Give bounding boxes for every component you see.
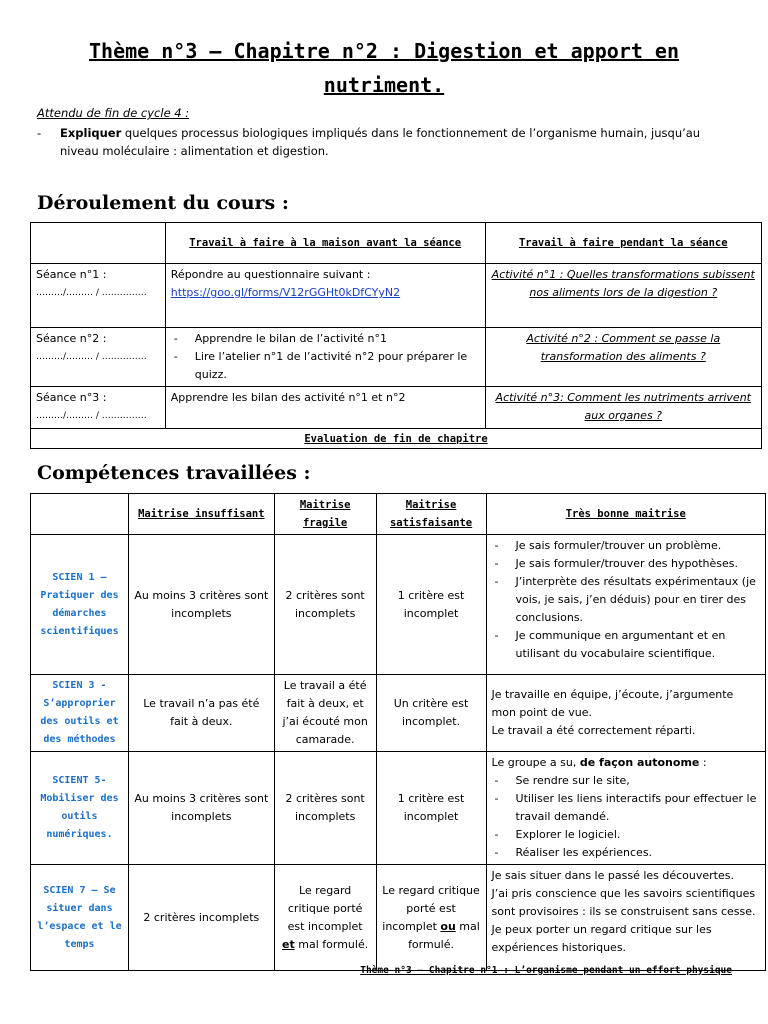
- activity-3: Activité n°3: Comment les nutriments arrivent aux organes ?: [485, 387, 761, 429]
- competence-scien7: SCIEN 7 – Se situer dans l’espace et le temps: [31, 865, 129, 971]
- header-fragile: Maitrise fragile: [274, 494, 376, 535]
- competence-scient5: SCIENT 5- Mobiliser des outils numériques.: [31, 752, 129, 865]
- header-maison: Travail à faire à la maison avant la séance: [165, 223, 485, 264]
- evaluation-row: Evaluation de fin de chapitre: [31, 429, 762, 449]
- header-tres-bonne: Très bonne maitrise: [486, 494, 765, 535]
- attendu-label: Attendu de fin de cycle 4 :: [37, 106, 190, 120]
- competence-scien3: SCIEN 3 - S’approprier des outils et des méthodes: [31, 675, 129, 752]
- page-title: Thème n°3 – Chapitre n°2 : Digestion et apport en nutriment.: [88, 39, 679, 97]
- section-heading-cours: Déroulement du cours :: [37, 192, 289, 214]
- table-row: SCIEN 7 – Se situer dans l’espace et le temps 2 critères incomplets Le regard critique porté est incomplet et mal formulé. Le regard critique porté est incomplet ou mal formulé. Je sais situer dans le passé les découvertes. J’ai pris conscience que les savoirs scientifiques sont provisoires : ils se construisent sans cesse. Je peux porter un regard critique sur les expériences historiques.: [31, 865, 766, 971]
- competence-scien1: SCIEN 1 – Pratiquer des démarches scientifiques: [31, 535, 129, 675]
- table-row: SCIEN 3 - S’approprier des outils et des méthodes Le travail n’a pas été fait à deux. Le travail a été fait à deux, et j’ai écouté mon camarade. Un critère est incomplet. Je travaille en équipe, j’écoute, j’argumente mon point de vue. Le travail a été correctement réparti.: [31, 675, 766, 752]
- table-row: SCIEN 1 – Pratiquer des démarches scientifiques Au moins 3 critères sont incomplets 2 critères sont incomplets 1 critère est incomplet - Je sais formuler/trouver un problème. - Je sais formuler/trouver des hypothèses. - J’interprète des résultats expérimentaux (je vois, je sais, j’en déduis) pour en tirer des conclusions. - Je communique en argumentant et en utilisant du vocabulaire scientifique.: [31, 535, 766, 675]
- header-insuffisant: Maitrise insuffisant: [128, 494, 274, 535]
- activity-2: Activité n°2 : Comment se passe la transformation des aliments ?: [485, 328, 761, 387]
- activity-1: Activité n°1 : Quelles transformations subissent nos aliments lors de la digestion ?: [485, 264, 761, 328]
- table-row: Séance n°2 : ………/……… / …………… - Apprendre le bilan de l’activité n°1 - Lire l’atelier n°1 de l’activité n°2 pour préparer le quizz. Activité n°2 : Comment se passe la transformation des aliments ?: [31, 328, 762, 387]
- section-heading-competences: Compétences travaillées :: [37, 462, 311, 484]
- footer-note: Thème n°3 – Chapitre n°1 : L’organisme pendant un effort physique: [360, 965, 732, 976]
- course-table: [30, 222, 762, 449]
- header-seance: Travail à faire pendant la séance: [485, 223, 761, 264]
- header-satisfaisante: Maitrise satisfaisante: [376, 494, 486, 535]
- table-row: Séance n°3 : ………/……… / …………… Apprendre les bilan des activité n°1 et n°2 Activité n°3: Comment les nutriments arrivent aux organes ?: [31, 387, 762, 429]
- table-row: SCIENT 5- Mobiliser des outils numériques. Au moins 3 critères sont incomplets 2 critères sont incomplets 1 critère est incomplet Le groupe a su, de façon autonome : - Se rendre sur le site, - Utiliser les liens interactifs pour effectuer le travail demandé. - Explorer le logiciel. - Réaliser les expériences.: [31, 752, 766, 865]
- objective-item: - Expliquer quelques processus biologiques impliqués dans le fonctionnement de l’organisme humain, jusqu’au niveau moléculaire : alimentation et digestion.: [37, 126, 701, 158]
- competences-table: [30, 493, 766, 971]
- questionnaire-link[interactable]: https://goo.gl/forms/V12rGGHt0kDfCYyN2: [170, 286, 401, 299]
- table-row: Séance n°1 : ………/……… / …………… Répondre au questionnaire suivant : https://goo.gl/forms/V12rGGHt0kDfCYyN2 Activité n°1 : Quelles transformations subissent nos aliments lors de la digestion ?: [31, 264, 762, 328]
